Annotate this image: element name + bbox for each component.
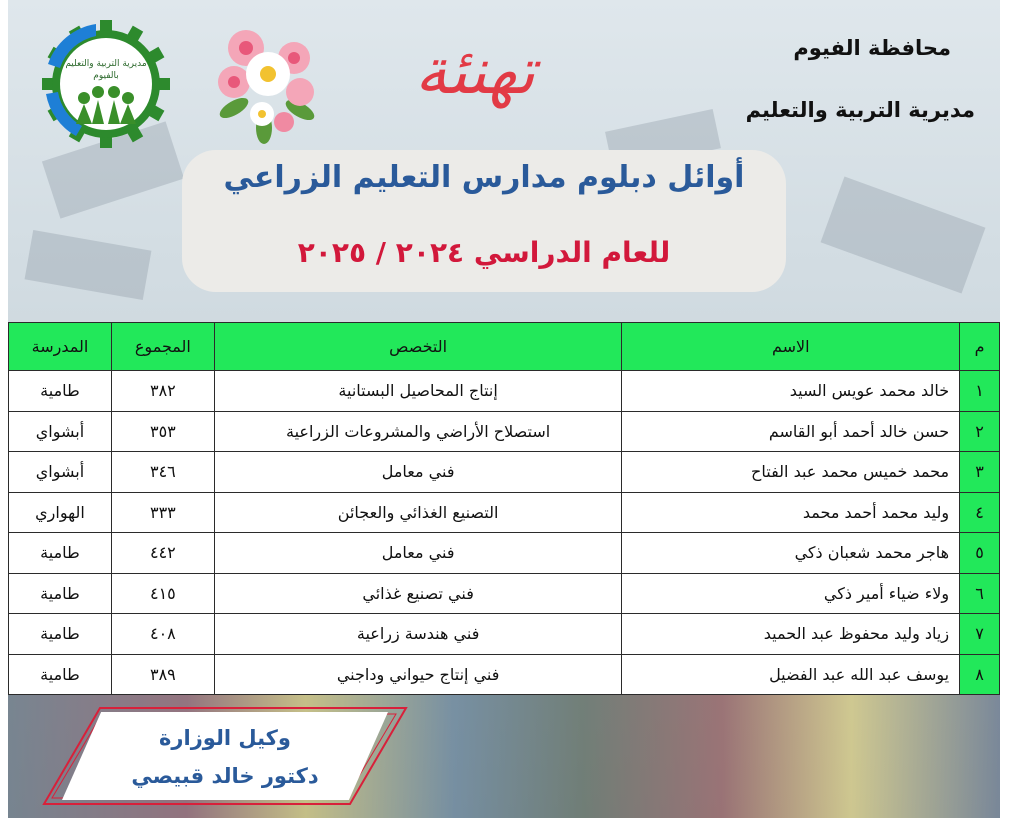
- row-num: ٤: [960, 492, 1000, 533]
- row-num: ١: [960, 371, 1000, 412]
- table-row: [9, 371, 1000, 412]
- governorate-label: محافظة الفيوم: [793, 36, 951, 60]
- school-name: أبشواي: [9, 411, 112, 452]
- specialization: إنتاج المحاصيل البستانية: [214, 371, 622, 412]
- congratulations-heading: تهنئة: [414, 35, 536, 109]
- row-num: ٧: [960, 614, 1000, 655]
- school-name: الهواري: [9, 492, 112, 533]
- header-name: الاسم: [622, 323, 960, 371]
- row-num: ٦: [960, 573, 1000, 614]
- specialization: استصلاح الأراضي والمشروعات الزراعية: [214, 411, 622, 452]
- school-name: طامية: [9, 573, 112, 614]
- graduation-cap-decoration: [25, 230, 152, 300]
- row-num: ٣: [960, 452, 1000, 493]
- svg-text:مديرية التربية والتعليم: مديرية التربية والتعليم: [65, 59, 147, 69]
- total-score: ٤١٥: [111, 573, 214, 614]
- table-header-row: [9, 323, 1000, 371]
- student-name: يوسف عبد الله عبد الفضيل: [622, 654, 960, 695]
- directorate-logo: [38, 16, 174, 152]
- total-score: ٤٠٨: [111, 614, 214, 655]
- school-name: طامية: [9, 654, 112, 695]
- student-name: وليد محمد أحمد محمد: [622, 492, 960, 533]
- signature-name: دكتور خالد قبيصي: [131, 764, 319, 788]
- table-row: [9, 533, 1000, 574]
- total-score: ٣٨٢: [111, 371, 214, 412]
- graduation-cap-decoration: [821, 176, 986, 293]
- student-name: زياد وليد محفوظ عبد الحميد: [622, 614, 960, 655]
- signature-title: وكيل الوزارة: [159, 726, 291, 750]
- specialization: فني معامل: [214, 452, 622, 493]
- school-name: طامية: [9, 371, 112, 412]
- student-name: محمد خميس محمد عبد الفتاح: [622, 452, 960, 493]
- directorate-label: مديرية التربية والتعليم: [745, 98, 975, 122]
- header-specialization: التخصص: [214, 323, 622, 371]
- row-num: ٥: [960, 533, 1000, 574]
- flower-bouquet-image: [204, 18, 334, 148]
- table-row: [9, 573, 1000, 614]
- table-row: [9, 452, 1000, 493]
- row-num: ٨: [960, 654, 1000, 695]
- total-score: ٣٥٣: [111, 411, 214, 452]
- total-score: ٣٣٣: [111, 492, 214, 533]
- header-total: المجموع: [111, 323, 214, 371]
- student-name: ولاء ضياء أمير ذكي: [622, 573, 960, 614]
- svg-text:بالفيوم: بالفيوم: [93, 71, 119, 81]
- school-name: طامية: [9, 614, 112, 655]
- total-score: ٣٤٦: [111, 452, 214, 493]
- specialization: فني هندسة زراعية: [214, 614, 622, 655]
- specialization: التصنيع الغذائي والعجائن: [214, 492, 622, 533]
- table-row: [9, 411, 1000, 452]
- total-score: ٤٤٢: [111, 533, 214, 574]
- header-school: المدرسة: [9, 323, 112, 371]
- table-row: [9, 492, 1000, 533]
- header-num: م: [960, 323, 1000, 371]
- school-name: أبشواي: [9, 452, 112, 493]
- page-title: أوائل دبلوم مدارس التعليم الزراعي: [223, 160, 745, 195]
- specialization: فني تصنيع غذائي: [214, 573, 622, 614]
- student-name: هاجر محمد شعبان ذكي: [622, 533, 960, 574]
- table-row: [9, 614, 1000, 655]
- table-row: [9, 654, 1000, 695]
- row-num: ٢: [960, 411, 1000, 452]
- specialization: فني إنتاج حيواني وداجني: [214, 654, 622, 695]
- student-name: خالد محمد عويس السيد: [622, 371, 960, 412]
- total-score: ٣٨٩: [111, 654, 214, 695]
- specialization: فني معامل: [214, 533, 622, 574]
- student-name: حسن خالد أحمد أبو القاسم: [622, 411, 960, 452]
- school-name: طامية: [9, 533, 112, 574]
- academic-year-subtitle: للعام الدراسي ٢٠٢٤ / ٢٠٢٥: [297, 236, 671, 269]
- results-table: [8, 322, 1000, 695]
